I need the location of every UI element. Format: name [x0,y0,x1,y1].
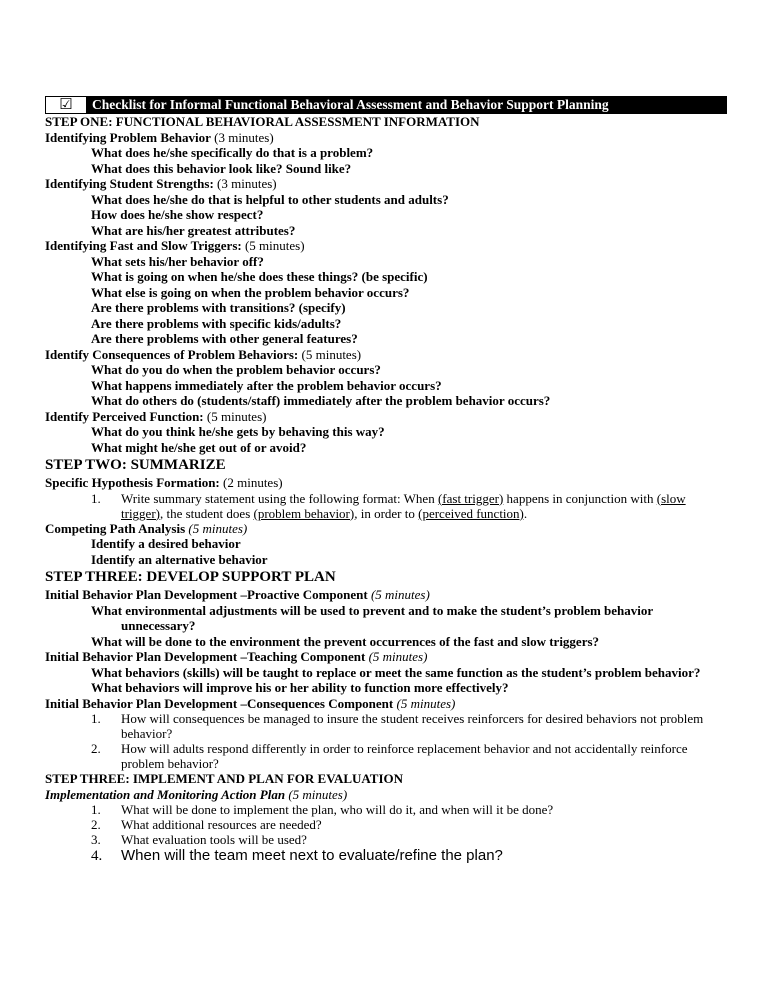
section-teaching: Initial Behavior Plan Development –Teaching Component (5 minutes) What behaviors (skills) will be taught to replace or meet the same function as the student’s problem behavior? What behaviors will improve his or her ability to function more effectively? [45,649,727,696]
question: What environmental adjustments will be used to prevent and to make the student’s problem behavior unnecessary? [91,602,653,633]
question: Are there problems with other general features? [91,331,358,346]
list-item: 2. What additional resources are needed? [91,817,322,832]
question: What happens immediately after the problem behavior occurs? [91,377,442,393]
section-perceived-function: Identify Perceived Function: (5 minutes) What do you think he/she gets by behaving this way? What might he/she get out of or avoid? [45,409,727,456]
checklist-document [45,96,727,865]
section-triggers: Identifying Fast and Slow Triggers: (5 minutes) What sets his/her behavior off? What is going on when he/she does these things? (be specific) What else is going on when the problem behavior occurs? Are there problems with transitions? (specify) Are there problems with specific kids/adults? Are there problems with other general features? [45,238,727,347]
section-hypothesis: Specific Hypothesis Formation: (2 minutes) 1. Write summary statement using the following format: When (fast trigger) happens in conjunction with (slow trigger), the student does (problem behavior), in order to (perceived function). [45,475,727,521]
question: Identify a desired behavior [91,536,241,551]
list-item: 3. What evaluation tools will be used? [91,832,307,847]
question: What might he/she get out of or avoid? [91,439,307,455]
question: What do you think he/she gets by behaving this way? [91,424,385,439]
question: What will be done to the environment the prevent occurrences of the fast and slow triggers? [91,633,600,649]
question: What are his/her greatest attributes? [91,222,296,238]
question: What does he/she specifically do that is a problem? [91,145,374,160]
section-consequences: Identify Consequences of Problem Behaviors: (5 minutes) What do you do when the problem behavior occurs? What happens immediately after the problem behavior occurs? What do others do (students/staff) immediately after the problem behavior occurs? [45,347,727,409]
list-item: 4. When will the team meet next to evaluate/refine the plan? [91,847,503,864]
section-proactive: Initial Behavior Plan Development –Proactive Component (5 minutes) What environmental adjustments will be used to prevent and to make the student’s problem behavior unnecessary? What will be done to the environment the prevent occurrences of the fast and slow triggers? [45,587,727,649]
section-competing-path: Competing Path Analysis (5 minutes) Identify a desired behavior Identify an alternative behavior [45,521,727,568]
question: Are there problems with transitions? (specify) [91,300,346,315]
question: What do you do when the problem behavior occurs? [91,362,381,377]
question: What sets his/her behavior off? [91,253,264,269]
question: What behaviors will improve his or her ability to function more effectively? [91,680,509,695]
section-implementation: Implementation and Monitoring Action Plan (5 minutes) 1. What will be done to implement the plan, who will do it, and when will it be done? 2. What additional resources are needed? 3. What evaluation tools will be used? 4. When will the team meet next to evaluate/refine the plan? [45,787,727,866]
section-student-strengths: Identifying Student Strengths: (3 minutes) What does he/she do that is helpful to other students and adults? How does he/she show respect? What are his/her greatest attributes? [45,176,727,238]
section-problem-behavior: Identifying Problem Behavior (3 minutes) What does he/she specifically do that is a problem? What does this behavior look like? Sound like? [45,130,727,177]
question: What else is going on when the problem behavior occurs? [91,284,410,300]
question: What do others do (students/staff) immediately after the problem behavior occurs? [91,393,551,408]
step-one-heading: STEP ONE: FUNCTIONAL BEHAVIORAL ASSESSMENT INFORMATION [45,114,480,129]
hypothesis-item: 1. Write summary statement using the following format: When (fast trigger) happens in conjunction with (slow trigger), the student does (problem behavior), in order to (perceived function). [91,490,686,521]
title-bar [45,96,727,114]
step-two-heading: STEP TWO: SUMMARIZE [45,457,226,473]
section-consequences-component: Initial Behavior Plan Development –Consequences Component (5 minutes) 1. How will consequences be managed to insure the student receives reinforcers for desired behaviors not problem behavior? 2. How will adults respond differently in order to reinforce replacement behavior and not accidentally reinforce problem behavior? [45,696,727,772]
question: Identify an alternative behavior [91,551,268,567]
list-item: 1. What will be done to implement the plan, who will do it, and when will it be done? [91,802,554,817]
question: Are there problems with specific kids/adults? [91,315,342,331]
checkbox-icon: ☑ [46,97,86,113]
step-three-heading: STEP THREE: DEVELOP SUPPORT PLAN [45,569,336,585]
question: What behaviors (skills) will be taught to replace or meet the same function as the student’s problem behavior? [91,664,701,680]
question: What does this behavior look like? Sound like? [91,160,352,176]
question: How does he/she show respect? [91,207,264,222]
question: What does he/she do that is helpful to other students and adults? [91,191,449,207]
list-item: 1. How will consequences be managed to insure the student receives reinforcers for desired behaviors not problem behavior? [91,711,704,741]
question: What is going on when he/she does these things? (be specific) [91,269,428,284]
step-implement-heading: STEP THREE: IMPLEMENT AND PLAN FOR EVALUATION [45,771,404,786]
list-item: 2. How will adults respond differently in order to reinforce replacement behavior and not accidentally reinforce problem behavior? [91,741,688,771]
document-title: Checklist for Informal Functional Behavioral Assessment and Behavior Support Planning [86,97,726,113]
